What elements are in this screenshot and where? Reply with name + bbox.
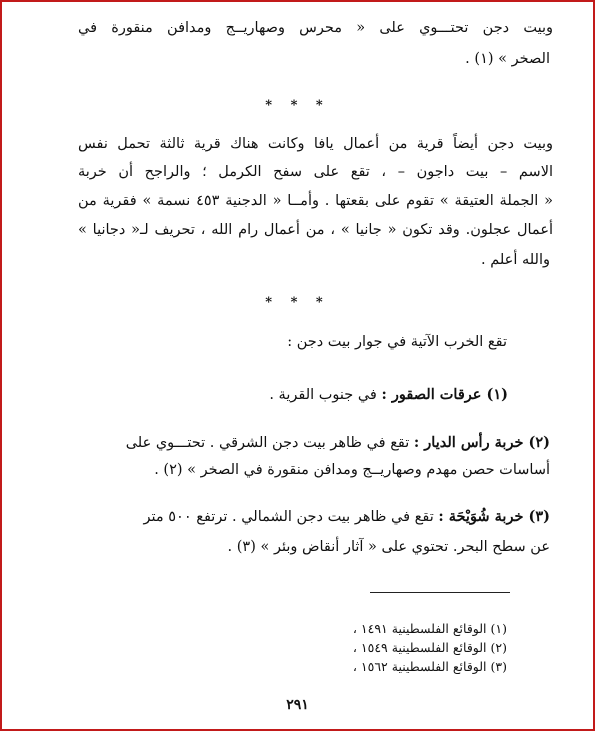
item2-title: (٢) خربة رأس الديار :	[413, 434, 550, 451]
page-number: ٢٩١	[286, 697, 309, 713]
paragraph1-line1: وبيت دجن تحتـــوي على « محرس وصهاريــج ومدافن منقورة في	[78, 20, 553, 36]
item1-title: (١) عرقات الصقور :	[381, 386, 508, 403]
item3-line1	[144, 507, 551, 527]
paragraph2-line3: « الجملة العتيقة » تقوم على بقعتها . وأمــا « الدجنية ٤٥٣ نسمة » فقرية من	[78, 193, 553, 209]
item3-text: تقع في ظاهر بيت دجن الشمالي . ترتفع ٥٠٠ متر	[143, 509, 434, 525]
footnote-3: (٣) الوقائع الفلسطينية ١٥٦٢ ،	[352, 659, 507, 674]
paragraph2-line1: وبيت دجن أيضاً قرية من أعمال يافا وكانت هناك قرية ثالثة تحمل نفس	[78, 136, 553, 152]
paragraph2-line2: الاسم – بيت داجون – ، تقع على سفح الكرمل ؛ والراجح أن خربة	[78, 164, 553, 180]
footnote-1: (١) الوقائع الفلسطينية ١٤٩١ ،	[352, 621, 507, 636]
footnote-divider	[370, 592, 510, 593]
section-separator: * * *	[265, 98, 330, 113]
item3-title: (٣) خربة شُوَيْحَة :	[438, 508, 550, 525]
paragraph1-line2: الصخر » (١) .	[465, 51, 550, 67]
footnote-2: (٢) الوقائع الفلسطينية ١٥٤٩ ،	[352, 640, 507, 655]
item2-line1	[126, 433, 550, 453]
paragraph2-line5: والله أعلم .	[481, 252, 550, 268]
item1-text: في جنوب القرية .	[269, 387, 377, 403]
item2-line2: أساسات حصن مهدم وصهاريــج ومدافن منقورة في الصخر » (٢) .	[154, 462, 550, 478]
item3-line2: عن سطح البحر. تحتوي على « آثار أنقاض وبئر » (٣) .	[227, 539, 550, 555]
item1-line	[269, 385, 508, 405]
item2-text: تقع في ظاهر بيت دجن الشرقي . تحتـــوي على	[125, 435, 410, 451]
paragraph2-line4: أعمال عجلون. وقد تكون « جانيا » ، من أعمال رام الله ، تحريف لـ« دجانيا »	[78, 222, 553, 238]
section-separator: * * *	[265, 295, 330, 310]
intro-line: تقع الخرب الآتية في جوار بيت دجن :	[287, 334, 507, 350]
